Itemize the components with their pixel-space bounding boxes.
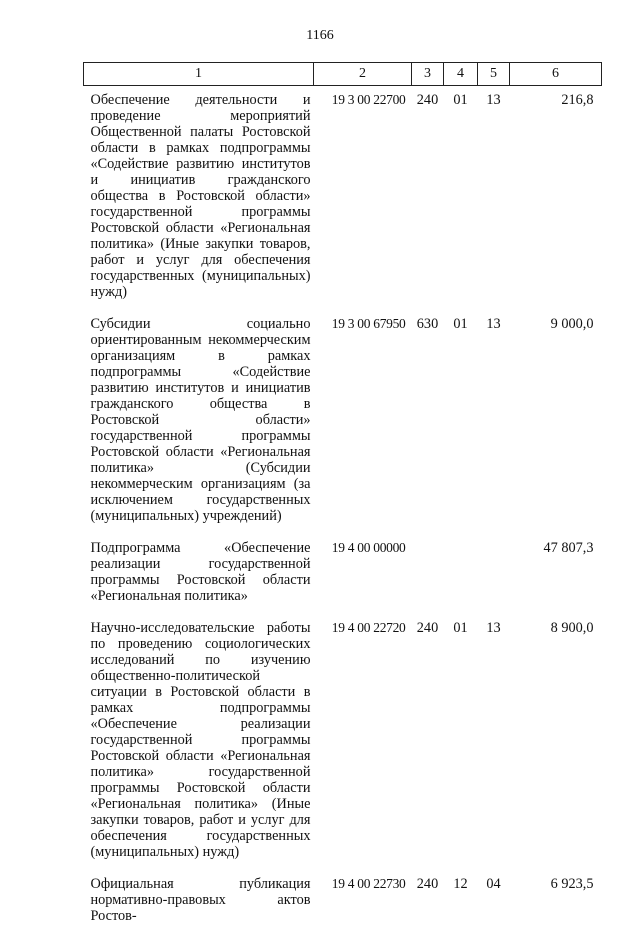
table-row [84,870,602,934]
column-header-amount: 6 [510,63,602,86]
table-header-row [84,63,602,86]
row-amount: 216,8 [561,92,594,108]
row-description: Научно-исследовательские работы по проведению социологических исследований по изучению общественно-политической ситуации в Ростовской области в рамках подпрограммы «Обеспечение реализации государственной программы Ростовской области «Региональная политика» государственной программы Ростовской области «Региональная политика» (Иные закупки товаров, работ и услуг для обеспечения государственных (муниципальных) нужд) [90,620,311,860]
column-header-expense-type: 3 [412,63,444,86]
row-amount: 9 000,0 [550,316,594,332]
row-section [444,534,478,614]
row-description: Обеспечение деятельности и проведение мероприятий Общественной палаты Ростовской области в рамках подпрограммы «Содействие развитию институтов и инициатив гражданского общества в Ростовской области» государственной программы Ростовской области «Региональная политика» (Иные закупки товаров, работ и услуг для обеспечения государственных (муниципальных) нужд) [90,92,311,300]
budget-table [83,62,602,934]
row-subsection: 13 [486,92,501,108]
row-expense-type: 240 [416,92,439,108]
row-description: Субсидии социально ориентированным некоммерческим организациям в рамках подпрограммы «Содействие развитию институтов и инициатив гражданского общества в Ростовской области» государственной программы Ростовской области «Региональная политика» (Субсидии некоммерческим организациям (за исключением государственных (муниципальных) учреждений) [90,316,311,524]
row-description: Подпрограмма «Обеспечение реализации государственной программы Ростовской области «Региональная политика» [90,540,311,604]
row-target-code: 19 4 00 00000 [331,540,406,555]
page-number: 1166 [306,28,334,43]
table-row [84,86,602,311]
row-target-code: 19 4 00 22730 [331,876,406,891]
row-section: 01 [453,92,468,108]
column-header-subsection: 5 [478,63,510,86]
row-amount: 47 807,3 [543,540,594,556]
row-subsection: 04 [486,876,501,892]
row-expense-type: 630 [416,316,439,332]
table-row [84,614,602,870]
row-description: Официальная публикация нормативно-правовых актов Ростов- [90,876,311,924]
row-expense-type [412,534,444,614]
row-amount: 8 900,0 [550,620,594,636]
row-target-code: 19 4 00 22720 [331,620,406,635]
row-amount: 6 923,5 [550,876,594,892]
row-section: 01 [453,316,468,332]
table-row [84,310,602,534]
row-target-code: 19 3 00 67950 [331,316,406,331]
column-header-description: 1 [84,63,314,86]
row-section: 12 [453,876,468,892]
row-subsection: 13 [486,316,501,332]
row-section: 01 [453,620,468,636]
row-subsection: 13 [486,620,501,636]
row-expense-type: 240 [416,620,439,636]
row-target-code: 19 3 00 22700 [331,92,406,107]
row-subsection [478,534,510,614]
table-row [84,534,602,614]
column-header-target-code: 2 [314,63,412,86]
column-header-section: 4 [444,63,478,86]
row-expense-type: 240 [416,876,439,892]
